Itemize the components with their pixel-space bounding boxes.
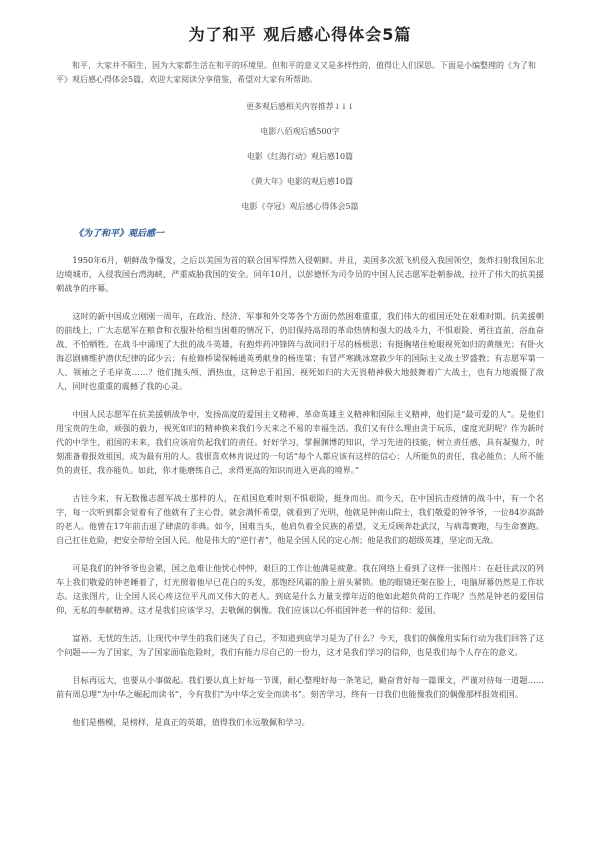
document-title: 为了和平 观后感心得体会5篇 [188, 25, 412, 44]
article-body [56, 253, 544, 729]
body-paragraph: 1950年6月，朝鲜战争爆发，之后以美国为首的联合国军悍然入侵朝鲜。并且，美国多次派飞机侵入我国领空，轰炸扫射我国东北边境城市，入侵我国台湾海峡，严重威胁我国的安全。同年10月，以彭德怀为司令员的中国人民志愿军赴朝参战，拉开了伟大的抗美援朝战争的序幕。 [56, 255, 544, 293]
body-paragraph: 富裕、无忧的生活，让现代中学生的我们迷失了自己，不知道到底学习是为了什么？今天，我们的偶像用实际行动为我们回答了这个问题——为了国家，为了国家面临危险时，我们有能力尽自己的一份力，这才是我们学习的信仰，也是我们每个人存在的意义。 [56, 633, 544, 657]
intro-paragraph: 和平，大家并不陌生，因为大家都生活在和平的环境里。但和平的意义又是多样性的，值得让人们深思。下面是小编整理的《为了和平》观后感心得体会5篇，欢迎大家阅读分享借鉴，希望对大家有所帮助。 [56, 61, 536, 84]
related-links [56, 101, 544, 213]
body-paragraph: 中国人民志愿军在抗美援朝战争中，发扬高度的爱国主义精神、革命英雄主义精神和国际主义精神，他们是“最可爱的人”。是他们用宝贵的生命，顽强的毅力，视死如归的精神换来我们今天来之不易的幸福生活。我们又有什么理由贪于玩乐，虚度光阴呢？作为新时代的中学生，祖国的未来，我们应该肩负起我们的责任。好好学习，掌握渊博的知识，学习先进的技能，树立责任感，具有凝聚力，时刻准备着报效祖国，成为最有用的人。我很喜欢林肯说过的一句话“每个人都应该有这样的信心：人所能负的责任，我必能负；人所不能负的责任，我亦能负。如此，你才能磨练自己，求得更高的知识而进入更高的境界。” [56, 409, 544, 475]
body-paragraph: 目标再远大，也要从小事做起。我们要认真上好每一节课，耐心整理好每一条笔记，勤奋背好每一篇课文，严谨对待每一道题……前有周总理“为中华之崛起而读书”，今有我们“为中华之安全而读书”。刻苦学习，终有一日我们也能像我们的偶像那样报效祖国。 [56, 675, 544, 699]
related-links-header: 更多观后感相关内容推荐↓↓↓ [245, 102, 355, 111]
related-link[interactable]: 电影《夺冠》观后感心得体会5篇 [241, 202, 359, 211]
intro-section [56, 59, 544, 87]
body-paragraph: 可是我们的钟爷爷也会累，国之危难让他忧心忡忡，艰巨的工作让他满是疲惫。我在网络上看到了这样一张图片：在赶往武汉的列车上我们敬爱的钟老睡着了，灯光照着他早已花白的头发，那饱经风霜的脸上眉头紧锁。他的眼镜还架在脸上，电脑屏幕仍然是工作状态。这张图片，让全国人民心疼这位平凡而又伟大的老人。到底是什么力量支撑年迈的他如此超负荷的工作呢？当然是钟老的爱国信仰，无私的奉献精神。这才是我们应该学习，去敬佩的偶像。我们应该以心怀祖国钟老一样的信仰：爱国。 [56, 563, 544, 615]
body-paragraph: 古往今来，有无数像志愿军战士那样的人，在祖国危难时刻不惧艰险，挺身而出。而今天，在中国抗击疫情的战斗中，有一个名字，每一次听到都会觉着有了他就有了主心骨，就会满怀希望，就看到了光明，他就是钟南山院士，我们敬爱的钟爷爷，一位84岁高龄的老人。他曾在17年前击退了肆虐的非典。如今，国难当头，他肩负着全民族的希望，义无反顾奔赴武汉，与病毒赛跑，与生命赛跑。自己扛住危险，把安全带给全国人民。他是伟大的“逆行者”，他是全国人民的定心剂；他是我们的超级英雄，坚定而无敌。 [56, 493, 544, 545]
related-link[interactable]: 电影八佰观后感500字 [260, 127, 340, 136]
section-heading: 《为了和平》观后感一 [74, 229, 165, 239]
body-paragraph: 他们是楷模，是榜样，是真正的英雄，值得我们永远敬佩和学习。 [72, 717, 310, 727]
related-link[interactable]: 《黄大年》电影的观后感10篇 [246, 177, 354, 186]
related-link[interactable]: 电影《红海行动》观后感10篇 [246, 152, 354, 161]
body-paragraph: 这时的新中国成立刚刚一周年，在政治、经济、军事和外交等各个方面仍然困难重重，我们伟大的祖国还处在艰难时期。抗美援朝的前线上，广大志愿军在粮食和衣服补给相当困难的情况下，仍旧保持高昂的革命热情和强大的战斗力，不惧艰险、勇往直前、浴血奋战、不怕牺牲。在战斗中涌现了大批的战斗英雄，有抱炸药冲锋阵与敌同归于尽的杨根思；有挺胸堵住枪眼视死如归的黄继光；有卧火海忍剧痛维护潜伏纪律的邱少云；有抢修桥梁保畅通英勇献身的杨连第；有冒严寒跳冰窟救少年的国际主义战士罗盛教；有志愿军第一人、领袖之子毛岸英……？他们抛头颅，洒热血，这种忠于祖国、视死如归的大无畏精神极大地鼓舞着广大战士，也有力地震慑了敌人，同时也重重的震撼了我的心灵。 [56, 311, 544, 391]
